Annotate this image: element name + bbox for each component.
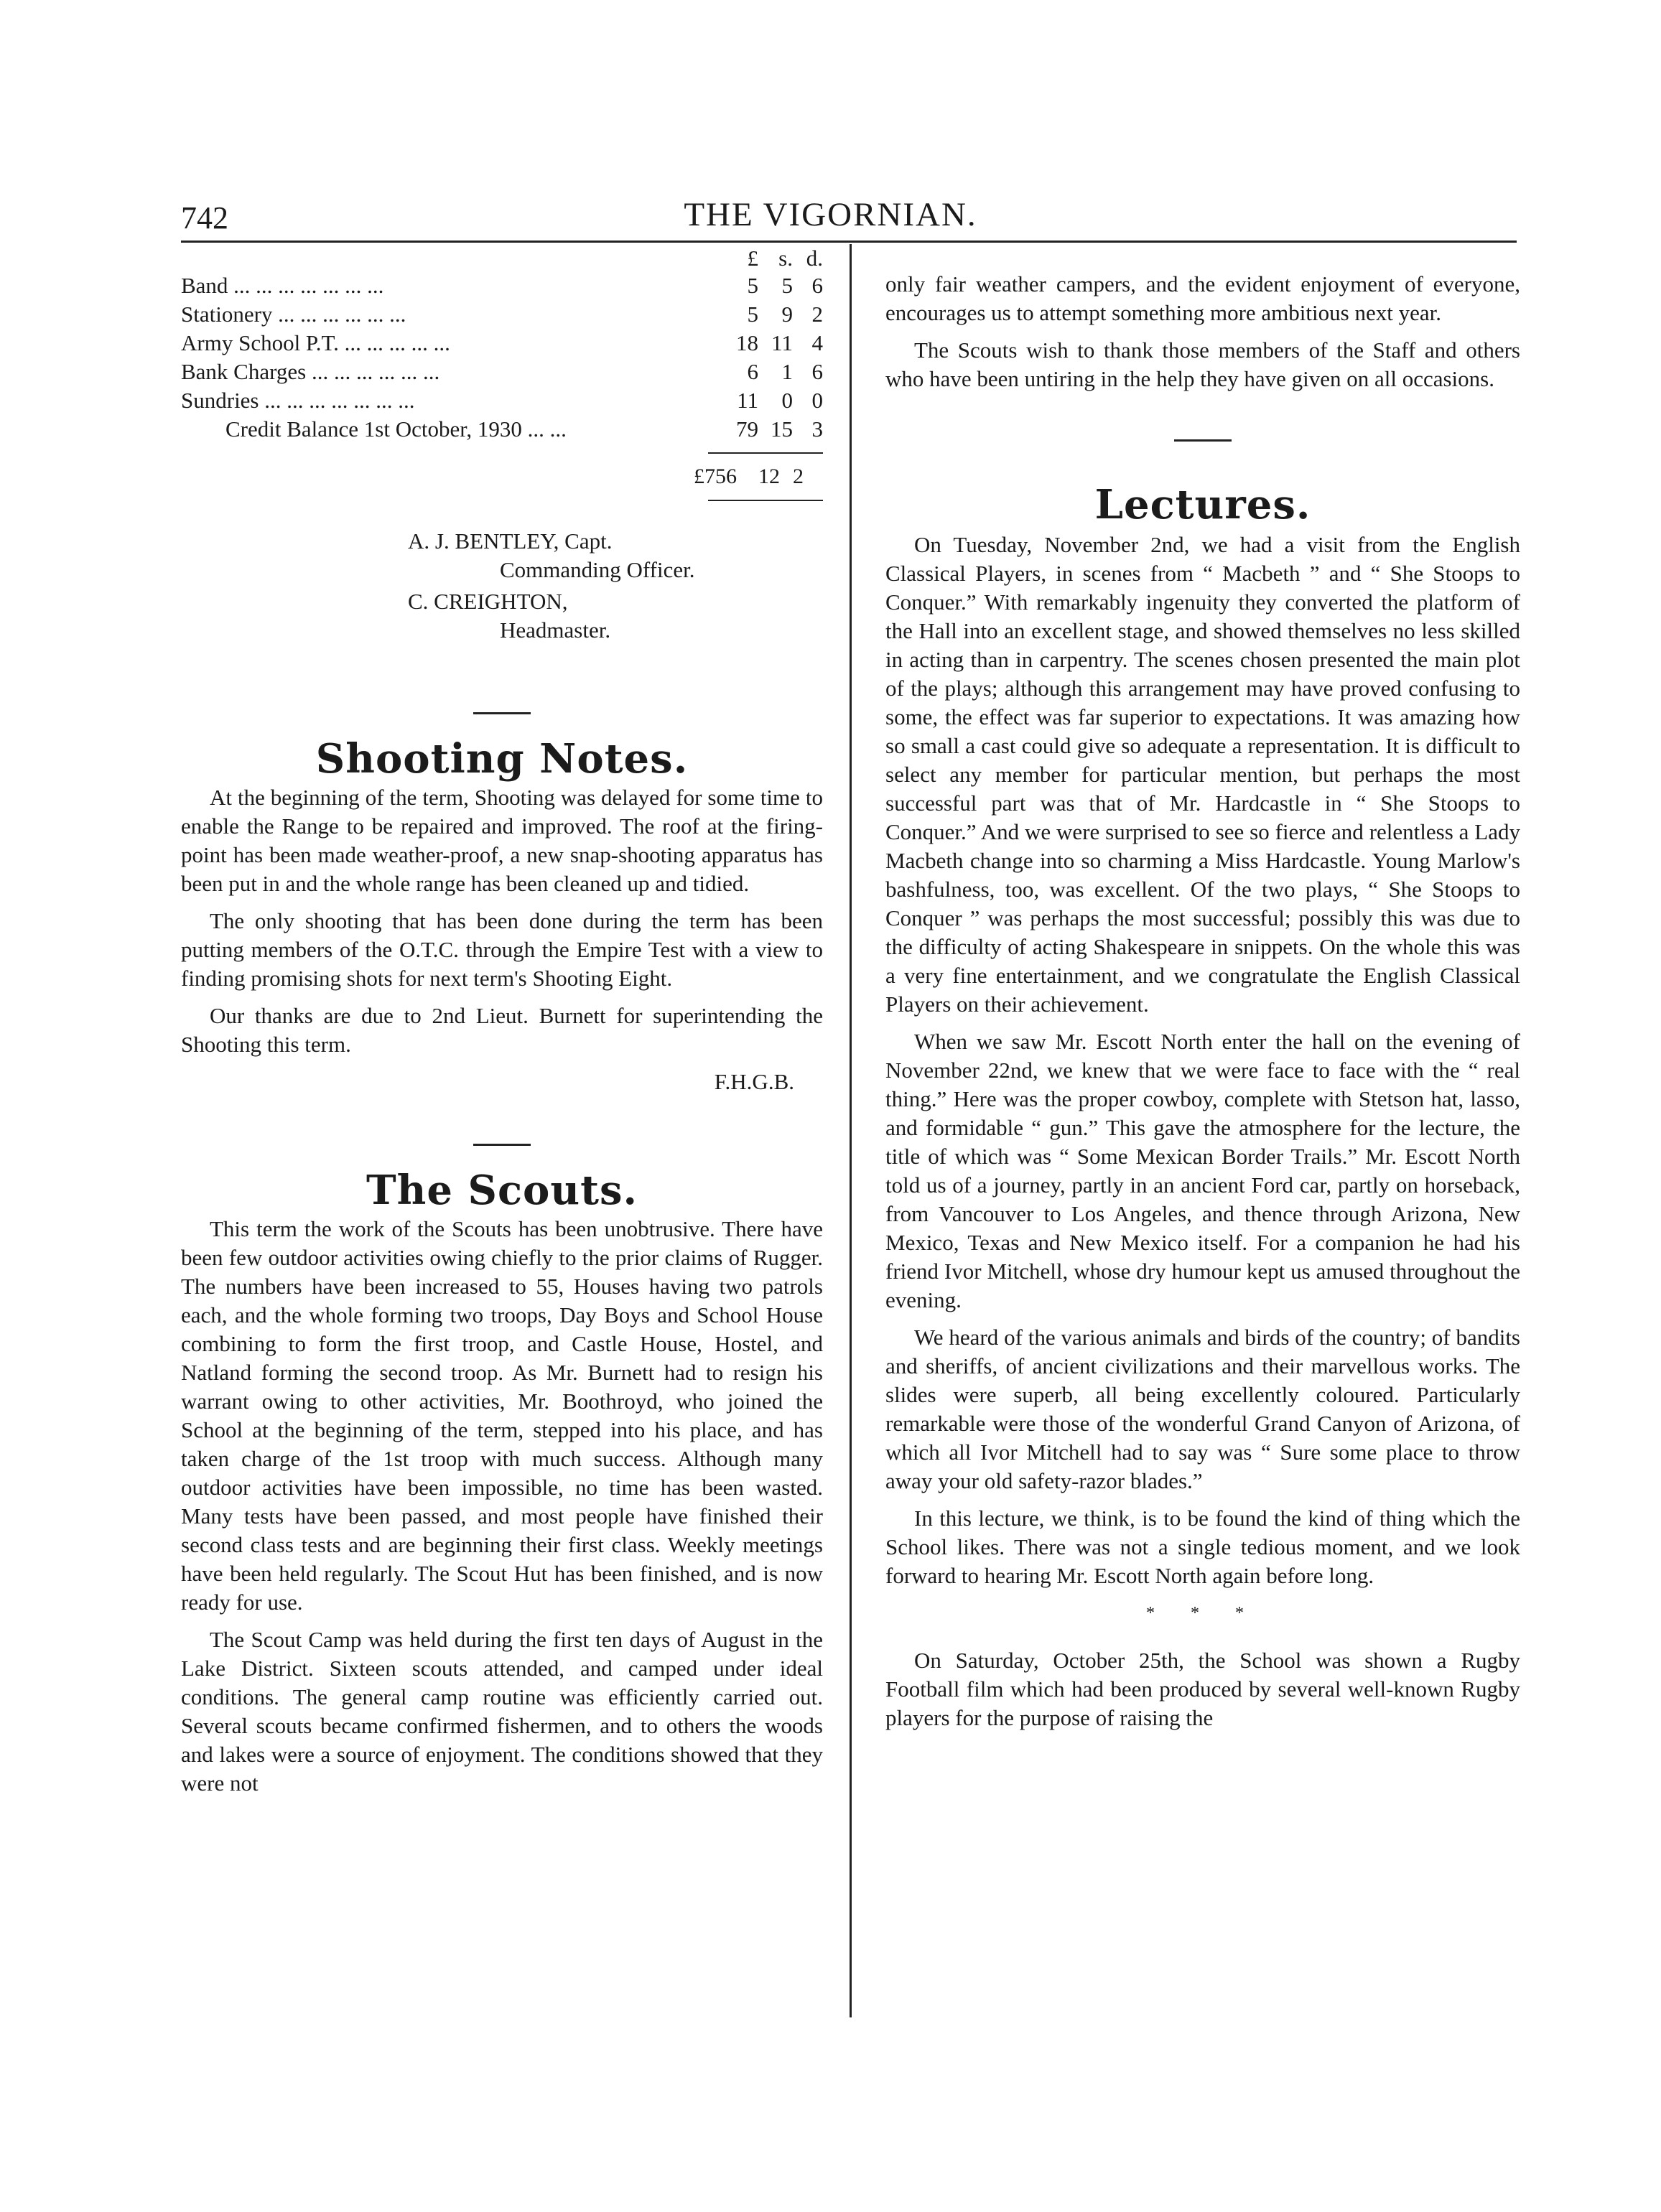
section-separator: * * * — [1146, 1604, 1260, 1623]
account-label: Credit Balance 1st October, 1930 ... ... — [225, 416, 567, 442]
account-row — [181, 271, 823, 300]
section-divider — [473, 1144, 531, 1146]
account-pence: 4 — [811, 330, 823, 355]
shooting-initials: F.H.G.B. — [714, 1069, 794, 1094]
currency-head-pence: d. — [806, 246, 823, 271]
account-pounds: 11 — [737, 388, 758, 413]
page-number: 742 — [181, 200, 228, 235]
account-pence: 0 — [811, 388, 823, 413]
signatory-role: Commanding Officer. — [500, 557, 695, 582]
account-pence: 6 — [811, 359, 823, 384]
lectures-closing-paragraph: On Saturday, October 25th, the School was shown a Rugby Football film which had been produced by several well-known Rugby players for the purpose of raising the — [885, 1648, 1520, 1730]
lectures-paragraph: In this lecture, we think, is to be found the kind of thing which the School likes. There was not a single tedious moment, and we look forward to hearing Mr. Escott North again before long. — [885, 1506, 1520, 1588]
account-row — [181, 415, 823, 444]
total-shillings: 12 — [758, 465, 780, 488]
lectures-paragraph: When we saw Mr. Escott North enter the hall on the evening of November 22nd, we knew that we were face to face with the “ real thing.” Here was the proper cowboy, complete with Stetson hat, lasso, and formidable “ gun.” This gave the atmosphere for the lecture, the title of which was “ Some Mexican Border Trails.” Mr. Escott North told us of a journey, partly in an ancient Ford car, partly on horseback, from Vancouver to Los Angeles, and thence through Arizona, New Mexico, Texas and New Mexico itself. For a companion he had his friend Ivor Mitchell, whose dry humour kept us amused throughout the evening. — [885, 1029, 1520, 1312]
account-shillings: 5 — [781, 273, 793, 298]
account-shillings: 0 — [781, 388, 793, 413]
account-pence: 2 — [811, 302, 823, 327]
account-pounds: 79 — [736, 416, 758, 442]
account-pence: 6 — [811, 273, 823, 298]
account-shillings: 1 — [781, 359, 793, 384]
header-rule — [181, 241, 1517, 243]
account-row — [181, 386, 823, 415]
account-row — [181, 358, 823, 386]
shooting-paragraph: Our thanks are due to 2nd Lieut. Burnett for superintending the Shooting this term. — [181, 1003, 823, 1057]
signature-block — [181, 527, 823, 645]
account-label: Stationery ... ... ... ... ... ... — [181, 302, 406, 327]
scouts-paragraph: The Scout Camp was held during the first ten days of August in the Lake District. Sixteen scouts attended, and camped under ideal conditions. The general camp routine was efficiently carried out. Several scouts became confirmed fishermen, and to others the woods and lakes were a source of enjoyment. The conditions showed that they were not — [181, 1627, 823, 1796]
scouts-paragraph: This term the work of the Scouts has been unobtrusive. There have been few outdoor activities owing chiefly to the prior claims of Rugger. The numbers have been increased to 55, Houses having two patrols each, and the whole forming two troops, Day Boys and School House combining to form the first troop, and Castle House, Hostel, and Natland forming the second troop. As Mr. Burnett had to resign his warrant owing to other activities, Mr. Boothroyd, who joined the School at the beginning of the term, stepped into his place, and has taken charge of the 1st troop with much success. Although many outdoor activities have been impossible, no time has been wasted. Many tests have been passed, and most people have finished their second class tests and are beginning their first class. Weekly meetings have been held regularly. The Scout Hut has been finished, and is now ready for use. — [181, 1216, 823, 1615]
total-rule — [708, 452, 823, 454]
shooting-paragraph: The only shooting that has been done during the term has been putting members of the O.T.C. through the Empire Test with a view to finding promising shots for next term's Shooting Eight. — [181, 908, 823, 991]
account-total — [181, 462, 823, 494]
currency-head-shillings: s. — [778, 246, 793, 271]
account-pounds: 18 — [736, 330, 758, 355]
account-label: Sundries ... ... ... ... ... ... ... — [181, 388, 415, 413]
total-pounds: £756 — [694, 465, 737, 488]
left-column — [181, 244, 823, 1798]
right-column — [885, 270, 1520, 1732]
account-pounds: 5 — [747, 302, 758, 327]
account-shillings: 9 — [781, 302, 793, 327]
signatory-role: Headmaster. — [500, 617, 611, 643]
scouts-continued-paragraph: The Scouts wish to thank those members of the Staff and others who have been untiring in the help they have given on all occasions. — [885, 337, 1520, 391]
account-row — [181, 329, 823, 358]
account-shillings: 11 — [771, 330, 793, 355]
section-divider — [473, 712, 531, 714]
account-pounds: 5 — [747, 273, 758, 298]
account-currency-heads — [181, 244, 823, 271]
account-label: Band ... ... ... ... ... ... ... — [181, 273, 384, 298]
scouts-heading: The Scouts. — [366, 1167, 638, 1214]
account-row — [181, 300, 823, 329]
lectures-paragraph: We heard of the various animals and birds of the country; of bandits and sheriffs, of ancient civilizations and their marvellous works. The slides were superb, all being excellently coloured. Particularly remarkable were those of the wonderful Grand Canyon of Arizona, of which all Ivor Mitchell had to say was “ Sure some place to throw away your old safety-razor blades.” — [885, 1325, 1520, 1493]
account-label: Bank Charges ... ... ... ... ... ... — [181, 359, 440, 384]
currency-head-pounds: £ — [747, 246, 758, 271]
shooting-notes-heading: Shooting Notes. — [315, 735, 689, 783]
total-rule — [708, 500, 823, 501]
account-shillings: 15 — [771, 416, 793, 442]
total-pence: 2 — [793, 465, 804, 488]
account-label: Army School P.T. ... ... ... ... ... — [181, 330, 450, 355]
scouts-continued-paragraph: only fair weather campers, and the evident enjoyment of everyone, encourages us to attempt something more ambitious next year. — [885, 271, 1520, 325]
lectures-paragraph: On Tuesday, November 2nd, we had a visit from the English Classical Players, in scenes from “ Macbeth ” and “ She Stoops to Conquer.” With remarkably ingenuity they converted the platform of the Hall into an excellent stage, and showed themselves no less skilled in acting than in carpentry. The scenes chosen presented the main plot of the plays; although this arrangement may have proved confusing to some, the effect was far superior to expectations. It was amazing how so small a cast could give so adequate a representation. It is difficult to select any member for particular mention, but perhaps the most successful part was that of Mr. Hardcastle in “ She Stoops to Conquer.” And we were surprised to see so fierce and relentless a Lady Macbeth change into so charming a Miss Hardcastle. Young Marlow's bashfulness, too, was excellent. Of the two plays, “ She Stoops to Conquer ” was perhaps the most successful; possibly this was due to the difficulty of acting Shakespeare in snippets. On the whole this was a very fine entertainment, and we congratulate the English Classical Players on their achievement. — [885, 532, 1520, 1017]
section-divider — [1174, 439, 1232, 442]
column-rule — [850, 244, 852, 2017]
account-pounds: 6 — [747, 359, 758, 384]
lectures-heading: Lectures. — [1094, 481, 1311, 528]
account-pence: 3 — [811, 416, 823, 442]
signatory-name: A. J. BENTLEY, Capt. — [408, 528, 613, 554]
shooting-paragraph: At the beginning of the term, Shooting was delayed for some time to enable the Range to be repaired and improved. The roof at the firing-point has been made weather-proof, a new snap-shooting apparatus has been put in and the whole range has been cleaned up and tidied. — [181, 785, 823, 896]
running-title: THE VIGORNIAN. — [684, 196, 977, 233]
signatory-name: C. CREIGHTON, — [408, 589, 568, 614]
